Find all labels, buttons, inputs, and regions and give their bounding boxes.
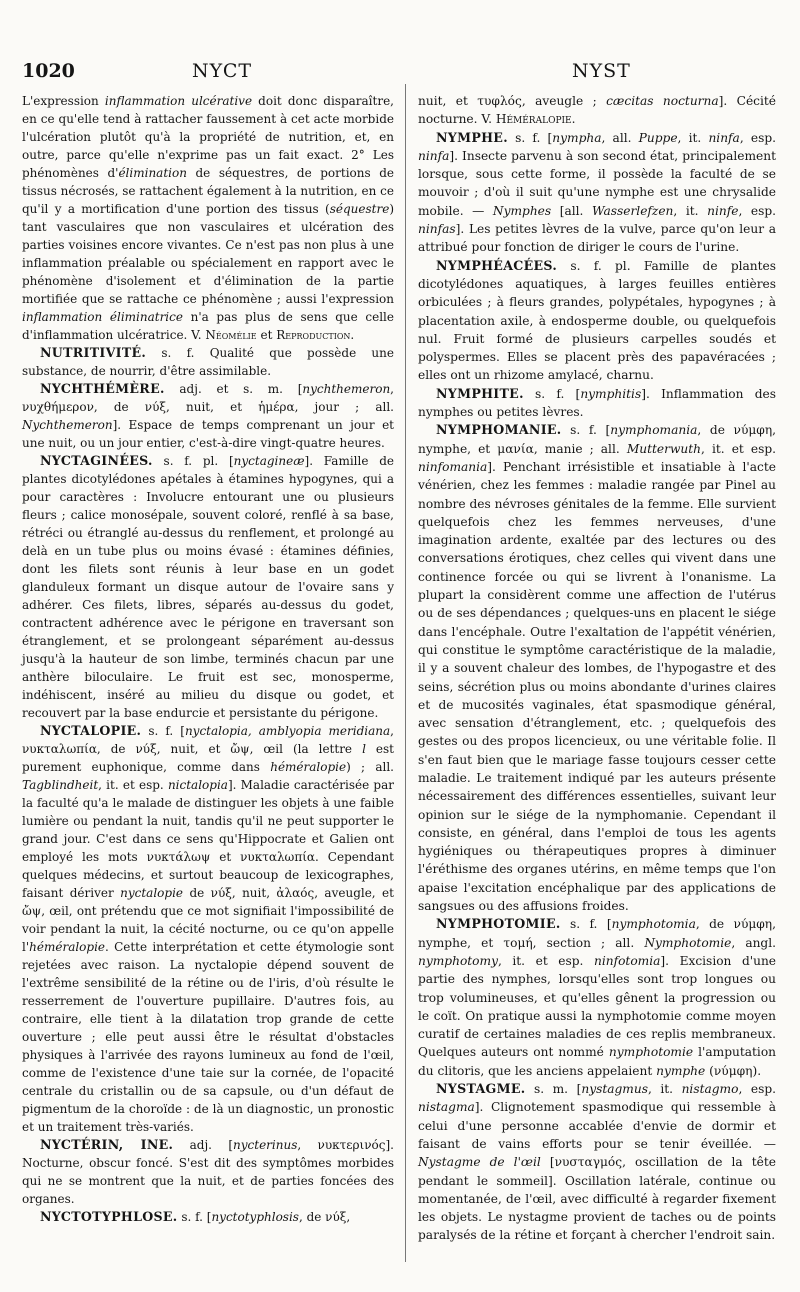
entry-nycterin: NYCTÉRIN, INE. adj. [nycterinus, νυκτερινός]. Nocturne, obscur foncé. S'est dit des symptômes morbides qui ne se montrent que la nuit, et de parties foncées des organes. [22, 1137, 394, 1206]
entry-continuation-nyctotyphlose: nuit, et τυφλός, aveugle ; cæcitas nocturna]. Cécité nocturne. V. Héméralopie. [418, 94, 777, 127]
headword: NYCTOTYPHLOSE. [40, 1209, 178, 1224]
right-running-title: NYST [572, 60, 631, 82]
left-column [22, 92, 394, 1226]
entry-nychthemere: NYCHTHÉMÈRE. adj. et s. m. [nychthemeron, νυχθήμερον, de νύξ, nuit, et ἡμέρα, jour ; all. Nychthemeron]. Espace de temps comprenant un jour et une nuit, ou un jour entier, c'est-à-dire vingt-quatre heures. [22, 381, 394, 450]
headword: NYMPHOMANIE. [436, 422, 562, 438]
entry-nymphotomie: NYMPHOTOMIE. s. f. [nymphotomia, de νύμφη, nymphe, et τομή, section ; all. Nymphotomie, angl. nymphotomy, it. et esp. ninfotomia]. Excision d'une partie des nymphes, lorsqu'elles sont trop longues ou trop volumineuses, et qu'elles gênent la progression ou le coït. On pratique aussi la nymphotomie comme moyen curatif de certaines maladies de ces replis membraneux. Quelques auteurs ont nommé nymphotomie l'amputation du clitoris, que les anciens appelaient nymphe (νύμφη). [418, 916, 777, 1078]
entry-nymphite: NYMPHITE. s. f. [nymphitis]. Inflammation des nymphes ou petites lèvres. [418, 385, 776, 420]
entry-nympheacees: NYMPHÉACÉES. s. f. pl. Famille de plantes dicotylédones aquatiques, à larges feuilles entières orbiculées ; à fleurs grandes, polypétales, hypogynes ; à placentation axile, à endosperme double, ou quelquefois nul. Fruit formé de plusieurs carpelles soudés et polyspermes. Elles se placent près des papavéracées ; elles ont un rhizome amylacé, charnu. [418, 257, 777, 383]
entry-nyctalopie: NYCTALOPIE. s. f. [nyctalopia, amblyopia meridiana, νυκταλωπία, de νύξ, nuit, et ὤψ, œil (la lettre l est purement euphonique, comme dans héméralopie) ; all. Tagblindheit, it. et esp. nictalopia]. Maladie caractérisée par la faculté qu'a le malade de distinguer les objets à une faible lumière ou pendant la nuit, tandis qu'il ne peut supporter le grand jour. C'est dans ce sens qu'Hippocrate et Galien ont employé les mots νυκτάλωψ et νυκταλωπία. Cependant quelques médecins, et surtout beaucoup de lexicographes, faisant dériver nyctalopie de νύξ, nuit, ἀλαός, aveugle, et ὤψ, œil, ont prétendu que ce mot signifiait l'impossibilité de voir pendant la nuit, la cécité nocturne, ou ce qu'on appelle l'héméralopie. Cette interprétation et cette étymologie sont rejetées avec raison. La nyctalopie dépend souvent de l'extrême sensibilité de la rétine ou de l'iris, d'où résulte le resserrement de l'ouverture pupillaire. D'autres fois, au contraire, elle tient à la dilatation trop grande de cette ouverture ; elle peut aussi être le résultat d'obstacles physiques à l'arrivée des rayons lumineux au fond de l'œil, comme de l'existence d'une taie sur la cornée, de l'opacité centrale du cristallin ou de sa capsule, ou d'un défaut de pigmentum de la choroïde : de là un diagnostic, un pronostic et un traitement très-variés. [22, 723, 395, 1134]
headword: NYCTÉRIN, INE. [40, 1137, 174, 1152]
headword: NYMPHÉACÉES. [436, 257, 558, 273]
running-header [0, 58, 800, 88]
right-column [418, 92, 776, 1245]
entry-nyctotyphlose: NYCTOTYPHLOSE. s. f. [nyctotyphlosis, de νύξ, [40, 1209, 351, 1224]
headword: NYMPHE. [436, 129, 508, 145]
headword: NYCHTHÉMÈRE. [40, 381, 165, 396]
entry-continuation-nutrition: L'expression inflammation ulcérative doit donc disparaître, en ce qu'elle tend à rattacher faussement à cet acte morbide l'ulcération plutôt qu'à la propriété de nutrition, et, en outre, parce qu'elle n'exprime pas un fait exact. 2° Les phénomènes d'élimination de séquestres, de portions de tissus nécrosés, se rattachent également à la nutrition, en ce qu'il y a mortification d'une portion des tissus (séquestre) tant vasculaires que non vasculaires et ulcération des parties voisines encore vivantes. Ce n'est pas non plus à une inflammation préalable ou spécialement en rapport avec le phénomène d'isolement et d'élimination de la partie mortifiée que se rattache ce phénomène ; aussi l'expression inflammation éliminatrice n'a pas plus de sens que celle d'inflammation ulcératrice. V. Néomélie et Reproduction. [22, 94, 394, 342]
column-divider [405, 84, 406, 1262]
headword: NYCTAGINÉES. [40, 453, 153, 468]
headword: NYMPHITE. [436, 385, 524, 401]
headword: NUTRITIVITÉ. [40, 345, 147, 360]
headword: NYCTALOPIE. [40, 723, 142, 738]
page-number: 1020 [22, 60, 75, 82]
entry-nymphomanie: NYMPHOMANIE. s. f. [nymphomania, de νύμφη, nymphe, et μανία, manie ; all. Mutterwuth, it. et esp. ninfomania]. Penchant irrésistible et insatiable à l'acte vénérien, chez les femmes : maladie rangée par Pinel au nombre des névroses génitales de la femme. Elle survient quelquefois chez les femmes nerveuses, d'une imagination ardente, exaltée par des lectures ou des conversations érotiques, chez celles qui vivent dans une continence forcée ou qui se livrent à l'onanisme. La plupart la considèrent comme une affection de l'utérus ou de ses dépendances ; quelques-uns en placent le siége dans l'encéphale. Outre l'exaltation de l'appétit vénérien, qui constitue le symptôme caractéristique de la maladie, il y a souvent chaleur des lombes, de l'hypogastre et des seins, sécrétion plus ou moins abondante d'urines claires et de mucosités vaginales, état spasmodique général, avec sensation d'étranglement, etc. ; quelquefois des gestes ou des propos licencieux, ou une véritable folie. Il s'en faut bien que le mariage fasse toujours cesser cette maladie. Le traitement indiqué par les auteurs présente nécessairement des différences essentielles, suivant leur opinion sur le siége de la nymphomanie. Cependant il consiste, en général, dans l'emploi de tous les agents hygiéniques ou thérapeutiques propres à diminuer l'éréthisme des organes utérins, en même temps que l'on apaise l'excitation encéphalique par des applications de sangsues ou des affusions froides. [418, 422, 777, 914]
entry-nutritivite: NUTRITIVITÉ. s. f. Qualité que possède une substance, de nourrir, d'être assimilable. [22, 345, 394, 378]
headword: NYMPHOTOMIE. [436, 916, 561, 932]
left-running-title: NYCT [192, 60, 253, 82]
entry-nymphe: NYMPHE. s. f. [nympha, all. Puppe, it. ninfa, esp. ninfa]. Insecte parvenu à son second état, principalement lorsque, sous cette forme, il possède la faculté de se mouvoir ; d'où il suit qu'une nymphe est une chrysalide mobile. — Nymphes [all. Wasserlefzen, it. ninfe, esp. ninfas]. Les petites lèvres de la vulve, parce qu'on leur a attribué pour fonction de diriger le cours de l'urine. [418, 129, 777, 255]
entry-nyctaginees: NYCTAGINÉES. s. f. pl. [nyctagineæ]. Famille de plantes dicotylédones apétales à étamines hypogynes, qui a pour caractères : Involucre entourant une ou plusieurs fleurs ; calice monosépale, souvent coloré, renflé à sa base, rétréci ou étranglé au-dessus du renflement, et prolongé au delà en un tube plus ou moins évasé : étamines définies, dont les filets sont réunis à leur base en un godet glanduleux formant un disque autour de l'ovaire sans y adhérer. Ces filets, libres, séparés au-dessus du godet, contractent adhérence avec le périgone en traversant son étranglement, et se prolongeant séparément au-dessus jusqu'à la hauteur de son limbe, terminés chacun par une anthère biloculaire. Le fruit est sec, monosperme, indéhiscent, inséré au milieu du disque ou godet, et recouvert par la base endurcie et persistante du périgone. [22, 453, 394, 720]
headword: NYSTAGME. [436, 1081, 526, 1097]
entry-nystagme: NYSTAGME. s. m. [nystagmus, it. nistagmo, esp. nistagma]. Clignotement spasmodique qui ressemble à celui d'une personne accablée d'envie de dormir et faisant de vains efforts pour se tenir éveillée. — Nystagme de l'œil [νυσταγμός, oscillation de la tête pendant le sommeil]. Oscillation latérale, continue ou momentanée, de l'œil, avec difficulté à regarder fixement les objets. Le nystagme provient de taches ou de points paralysés de la rétine et forçant à chercher l'endroit sain. [418, 1081, 776, 1243]
